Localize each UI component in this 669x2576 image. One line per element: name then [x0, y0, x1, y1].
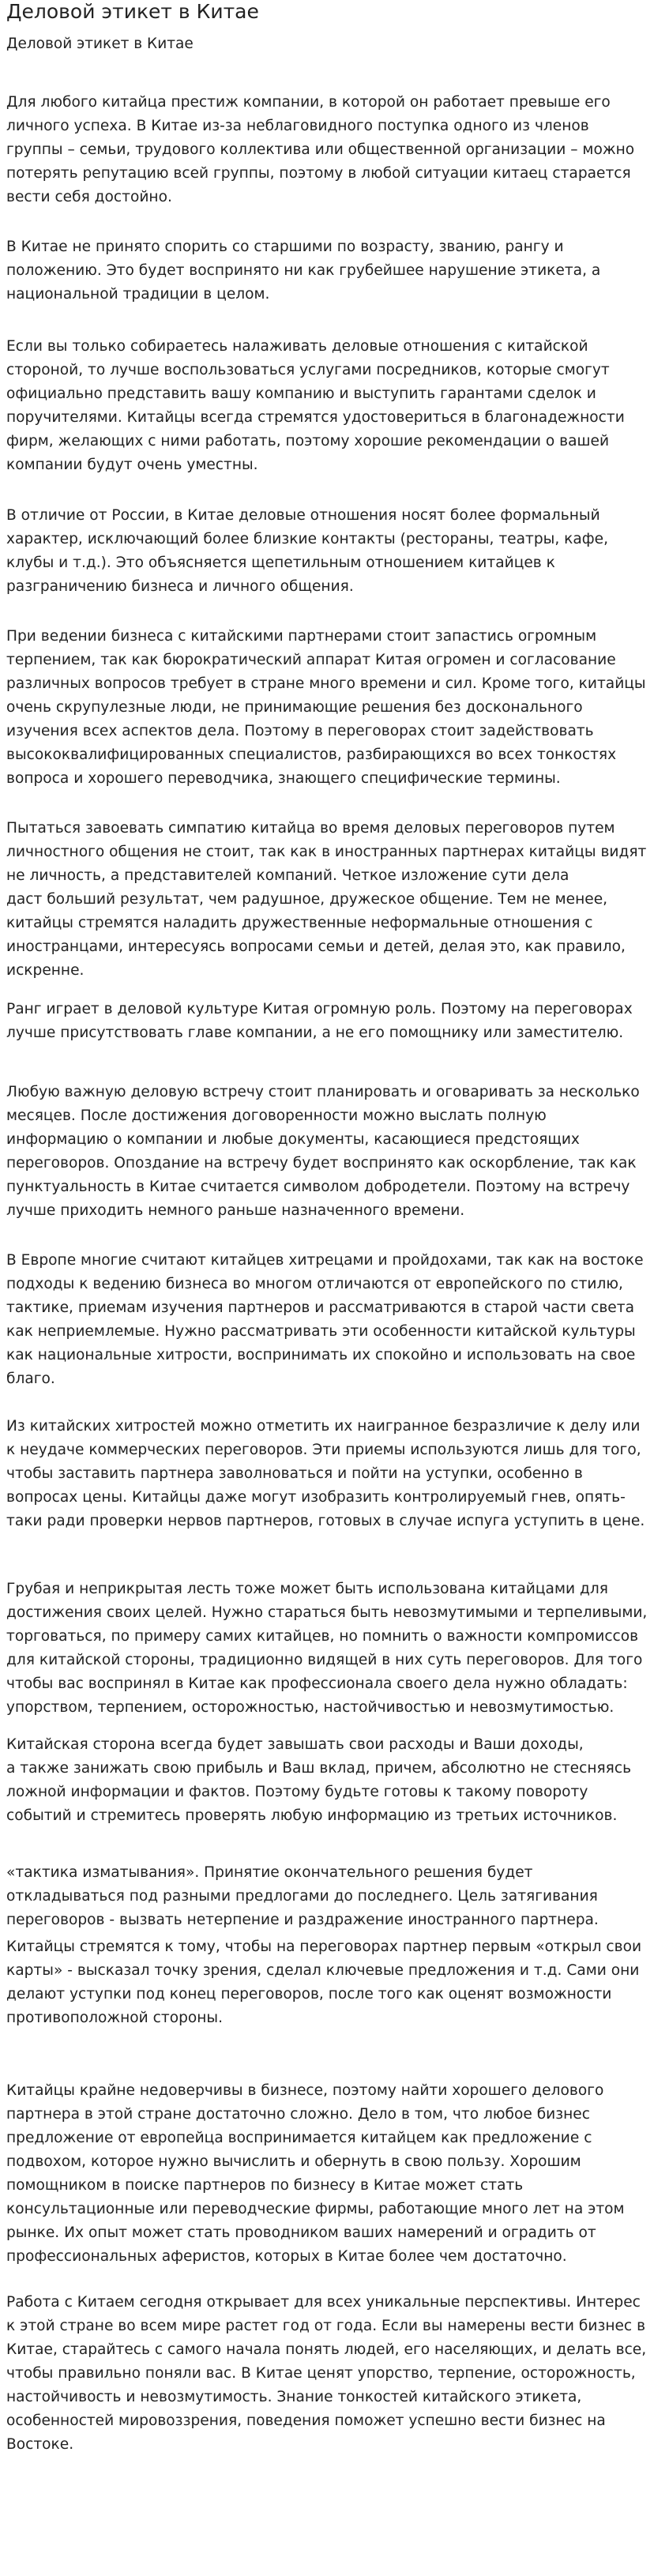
paragraph-line: Работа с Китаем сегодня открывает для всех уникальные перспективы. Интерес [6, 2294, 641, 2311]
paragraph-line: компании будут очень уместны. [6, 457, 258, 473]
paragraph-line: подвохом, которое нужно вычислить и обернуть в свою пользу. Хорошим [6, 2153, 581, 2170]
paragraph-line: Пытаться завоевать симпатию китайца во время деловых переговоров путем [6, 820, 615, 837]
article-paragraph [6, 235, 662, 306]
paragraph-line: В Европе многие считают китайцев хитрецами и пройдохами, так как на востоке [6, 1252, 644, 1269]
page-title: Деловой этикет в Китае [6, 0, 259, 23]
paragraph-line: карты» - высказал точку зрения, сделал ключевые предложения и т.д. Сами они [6, 1962, 640, 1979]
paragraph-line: Ранг играет в деловой культуре Китая огромную роль. Поэтому на переговорах [6, 1001, 633, 1017]
article-paragraph [6, 2291, 662, 2457]
paragraph-line: Востоке. [6, 2436, 74, 2453]
paragraph-line: пунктуальность в Китае считается символом добродетели. Поэтому на встречу [6, 1179, 630, 1195]
paragraph-line: высококвалифицированных специалистов, разбирающихся во всех тонкостях [6, 746, 617, 763]
article-paragraph [6, 998, 662, 1045]
paragraph-line: подходы к ведению бизнеса во многом отличаются от европейского по стилю, [6, 1276, 623, 1292]
paragraph-line: чтобы правильно поняли вас. В Китае ценят упорство, терпение, осторожность, [6, 2365, 636, 2382]
paragraph-line: очень скрупулезные люди, не принимающие решения без досконального [6, 699, 583, 716]
paragraph-line: помощником в поиске партнеров по бизнесу в Китае может стать [6, 2177, 524, 2194]
paragraph-line: особенностей мировоззрения, поведения поможет успешно вести бизнес на [6, 2412, 606, 2429]
paragraph-line: лучше присутствовать главе компании, а не его помощнику или заместителю. [6, 1025, 624, 1041]
paragraph-line: партнера в этой стране достаточно сложно. Дело в том, что любое бизнес [6, 2106, 590, 2123]
paragraph-line: лучше приходить немного раньше назначенного времени. [6, 1202, 465, 1219]
paragraph-line: профессиональных аферистов, которых в Китае более чем достаточно. [6, 2248, 567, 2265]
paragraph-line: В Китае не принято спорить со старшими по возрасту, званию, рангу и [6, 239, 564, 255]
paragraph-line: откладываться под разными предлогами до последнего. Цель затягивания [6, 1888, 598, 1905]
paragraph-line: переговоров - вызвать нетерпение и раздражение иностранного партнера. [6, 1912, 599, 1928]
paragraph-line: Китайская сторона всегда будет завышать свои расходы и Ваши доходы, [6, 1736, 584, 1753]
paragraph-line: Из китайских хитростей можно отметить их наигранное безразличие к делу или [6, 1418, 641, 1435]
paragraph-line: официально представить вашу компанию и выступить гарантами сделок и [6, 385, 596, 402]
paragraph-line: В отличие от России, в Китае деловые отношения носят более формальный [6, 507, 600, 524]
paragraph-line: вопросах цены. Китайцы даже могут изобразить контролируемый гнев, опять- [6, 1489, 626, 1506]
paragraph-line: таки ради проверки нервов партнеров, готовых в случае испуга уступить в цене. [6, 1513, 645, 1529]
paragraph-line: торговаться, по примеру самих китайцев, но помнить о важности компромиссов [6, 1628, 639, 1645]
article-paragraph [6, 1249, 662, 1391]
paragraph-line: чтобы вас воспринял в Китае как профессионала своего дела нужно обладать: [6, 1675, 628, 1692]
paragraph-line: рынке. Их опыт может стать проводником ваших намерений и оградить от [6, 2224, 596, 2241]
paragraph-line: для китайской стороны, традиционно видящей в них суть переговоров. Для того [6, 1652, 643, 1668]
paragraph-line: достижения своих целей. Нужно стараться быть невозмутимыми и терпеливыми, [6, 1604, 648, 1621]
paragraph-line: упорством, терпением, осторожностью, настойчивостью и невозмутимостью. [6, 1699, 615, 1716]
paragraph-line: благо. [6, 1371, 55, 1387]
paragraph-line: Китайцы стремятся к тому, чтобы на переговорах партнер первым «открыл свои [6, 1939, 642, 1955]
paragraph-line: изучения всех аспектов дела. Поэтому в переговорах стоит задействовать [6, 723, 594, 739]
paragraph-line: событий и стремитесь проверять любую информацию из третьих источников. [6, 1807, 618, 1824]
paragraph-line: терпением, так как бюрократический аппарат Китая огромен и согласование [6, 652, 616, 668]
paragraph-line: искренне. [6, 962, 85, 979]
paragraph-line: стороной, то лучше воспользоваться услугами посредников, которые смогут [6, 362, 610, 378]
article-paragraph [6, 1081, 662, 1223]
paragraph-line: При ведении бизнеса с китайскими партнерами стоит запастись огромным [6, 628, 597, 645]
paragraph-line: чтобы заставить партнера заволноваться и пойти на уступки, особенно в [6, 1465, 583, 1482]
paragraph-line: Любую важную деловую встречу стоит планировать и оговаривать за несколько [6, 1084, 640, 1100]
paragraph-line: китайцы стремятся наладить дружественные неформальные отношения с [6, 915, 593, 931]
paragraph-line: консультационные или переводческие фирмы, работающие много лет на этом [6, 2201, 625, 2217]
paragraph-line: настойчивость и невозмутимость. Знание тонкостей китайского этикета, [6, 2389, 582, 2405]
paragraph-line: Китае, старайтесь с самого начала понять людей, его населяющих, и делать все, [6, 2341, 647, 2358]
article-paragraph [6, 1415, 662, 1533]
paragraph-line: личностного общения не стоит, так как в иностранных партнерах китайцы видят [6, 844, 647, 860]
paragraph-line: вопроса и хорошего переводчика, знающего специфические термины. [6, 770, 561, 787]
article-paragraph [6, 1935, 662, 2030]
article-paragraph [6, 625, 662, 791]
paragraph-line: к этой стране во всем мире растет год от года. Если вы намерены вести бизнес в [6, 2318, 646, 2334]
article-paragraph [6, 335, 662, 477]
article-paragraph [6, 1733, 662, 1828]
article-paragraph [6, 91, 662, 209]
article-paragraph [6, 504, 662, 599]
paragraph-line: потерять репутацию всей группы, поэтому в любой ситуации китаец старается [6, 165, 631, 182]
paragraph-line: месяцев. После достижения договоренности можно выслать полную [6, 1107, 547, 1124]
paragraph-line: положению. Это будет воспринято ни как грубейшее нарушение этикета, а [6, 262, 601, 279]
paragraph-line: как национальные хитрости, воспринимать их спокойно и использовать на свое [6, 1347, 636, 1363]
paragraph-line: противоположной стороны. [6, 2010, 224, 2026]
paragraph-line: не личность, а представителей компаний. Четкое изложение сути дела [6, 867, 569, 884]
paragraph-line: поручителями. Китайцы всегда стремятся удостовериться в благонадежности [6, 409, 625, 426]
paragraph-line: как неприемлемые. Нужно рассматривать эти особенности китайской культуры [6, 1323, 636, 1340]
article-paragraph [6, 1861, 662, 1932]
paragraph-line: разграничению бизнеса и личного общения. [6, 578, 354, 595]
paragraph-line: клубы и т.д.). Это объясняется щепетильным отношением китайцев к [6, 555, 555, 571]
paragraph-line: к неудаче коммерческих переговоров. Эти приемы используются лишь для того, [6, 1442, 641, 1458]
paragraph-line: предложение от европейца воспринимается китайцем как предложение с [6, 2130, 592, 2146]
paragraph-line: группы – семьи, трудового коллектива или общественной организации – можно [6, 141, 635, 158]
paragraph-line: вести себя достойно. [6, 189, 172, 205]
paragraph-line: иностранцами, интересуясь вопросами семьи и детей, делая это, как правило, [6, 938, 626, 955]
article-paragraph [6, 817, 662, 983]
paragraph-line: ложной информации и фактов. Поэтому будьте готовы к такому повороту [6, 1784, 588, 1800]
paragraph-line: делают уступки под конец переговоров, после того как оценят возможности [6, 1986, 612, 2003]
paragraph-line: даст больший результат, чем радушное, дружеское общение. Тем не менее, [6, 891, 608, 908]
paragraph-line: характер, исключающий более близкие контакты (рестораны, театры, кафе, [6, 531, 609, 547]
paragraph-line: личного успеха. В Китае из-за неблаговидного поступка одного из членов [6, 118, 589, 134]
paragraph-line: переговоров. Опоздание на встречу будет воспринято как оскорбление, так как [6, 1155, 637, 1171]
paragraph-line: тактике, приемам изучения партнеров и рассматриваются в старой части света [6, 1299, 634, 1316]
paragraph-line: «тактика изматывания». Принятие окончательного решения будет [6, 1864, 533, 1881]
paragraph-line: фирм, желающих с ними работать, поэтому хорошие рекомендации о вашей [6, 433, 610, 449]
article-paragraph [6, 2079, 662, 2269]
paragraph-line: а также занижать свою прибыль и Ваш вклад, причем, абсолютно не стесняясь [6, 1760, 632, 1777]
paragraph-line: различных вопросов требует в стране много времени и сил. Кроме того, китайцы [6, 675, 646, 692]
paragraph-line: Для любого китайца престиж компании, в которой он работает превыше его [6, 94, 611, 111]
paragraph-line: Китайцы крайне недоверчивы в бизнесе, поэтому найти хорошего делового [6, 2082, 604, 2099]
paragraph-line: информацию о компании и любые документы, касающиеся предстоящих [6, 1131, 580, 1148]
paragraph-line: Грубая и неприкрытая лесть тоже может быть использована китайцами для [6, 1581, 608, 1597]
page-subtitle: Деловой этикет в Китае [6, 36, 194, 52]
paragraph-line: Если вы только собираетесь налаживать деловые отношения с китайской [6, 338, 588, 355]
paragraph-line: национальной традиции в целом. [6, 286, 270, 303]
article-paragraph [6, 1578, 662, 1720]
